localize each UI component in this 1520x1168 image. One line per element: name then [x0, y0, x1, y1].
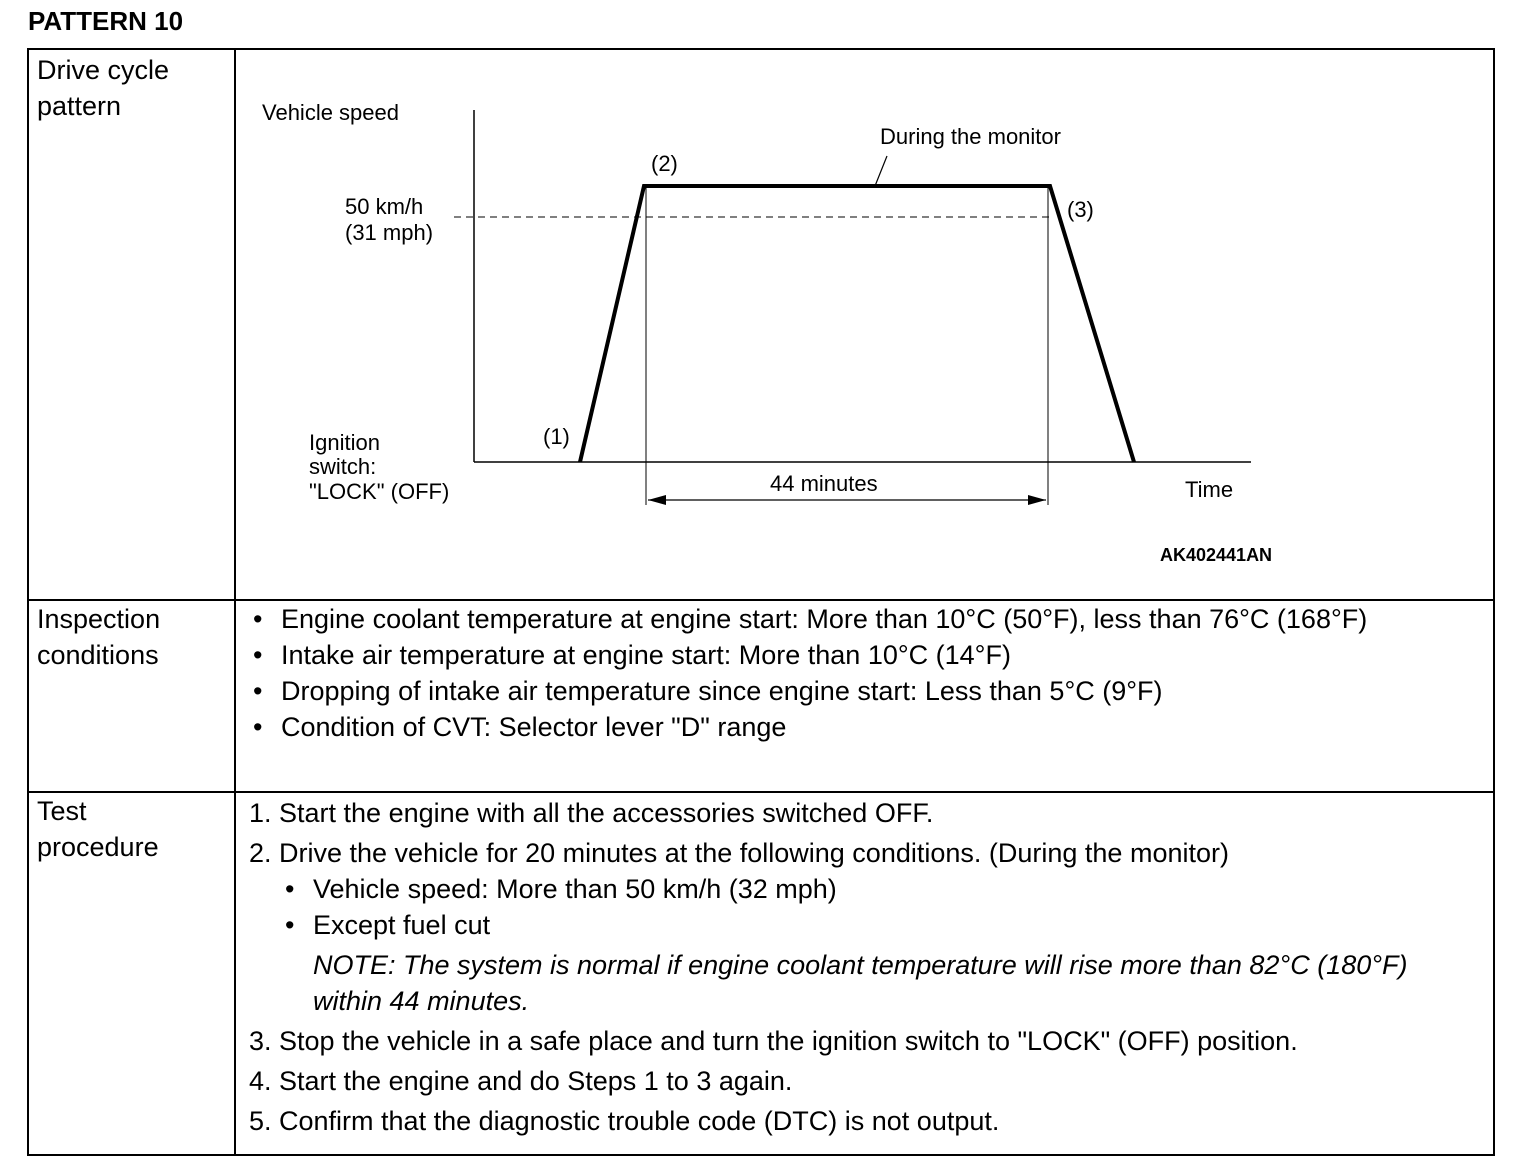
bullet-icon: • [253, 676, 263, 706]
point-3-label: (3) [1067, 197, 1094, 222]
inspection-list [249, 601, 1479, 745]
ignition-label-3: "LOCK" (OFF) [309, 479, 450, 504]
drive-cycle-diagram [29, 50, 1493, 598]
procedure-step-4: 4. Start the engine and do Steps 1 to 3 again. [249, 1066, 793, 1096]
list-item: • Vehicle speed: More than 50 km/h (32 mph) [249, 871, 1479, 907]
figure-code: AK402441AN [1160, 545, 1273, 565]
procedure-step-1: 1. Start the engine with all the accessories switched OFF. [249, 798, 934, 828]
list-item: • Intake air temperature at engine start: More than 10°C (14°F) [249, 637, 1479, 673]
speed-label-mph: (31 mph) [345, 220, 434, 245]
point-2-label: (2) [651, 151, 678, 176]
list-item: • Dropping of intake air temperature since engine start: Less than 5°C (9°F) [249, 673, 1479, 709]
list-item: • Condition of CVT: Selector lever "D" range [249, 709, 1479, 745]
x-axis-label: Time [1185, 477, 1234, 502]
monitor-label: During the monitor [880, 124, 1061, 149]
bullet-icon: • [285, 874, 295, 904]
bullet-icon: • [253, 712, 263, 742]
list-item: • Except fuel cut [249, 907, 1479, 943]
bullet-icon: • [253, 604, 263, 634]
test-procedure-label: Test procedure [37, 796, 159, 862]
bullet-icon: • [285, 910, 295, 940]
duration-arrow-left-head [648, 495, 666, 505]
procedure-step-3: 3. Stop the vehicle in a safe place and turn the ignition switch to "LOCK" (OFF) position. [249, 1026, 1298, 1056]
speed-label: 50 km/h [345, 194, 424, 219]
y-axis-label: Vehicle speed [262, 100, 399, 125]
page-title: PATTERN 10 [28, 6, 184, 36]
drive-cycle-label: Drive cycle pattern [37, 55, 170, 121]
test-procedure-list [249, 795, 1479, 1139]
speed-profile-line [580, 186, 1134, 462]
procedure-step-2: 2. Drive the vehicle for 20 minutes at the following conditions. (During the monitor) [249, 838, 1229, 868]
list-item: • Engine coolant temperature at engine start: More than 10°C (50°F), less than 76°C (168°F) [249, 601, 1479, 637]
duration-label: 44 minutes [770, 471, 878, 496]
duration-arrow-right-head [1028, 495, 1046, 505]
point-1-label: (1) [543, 424, 570, 449]
procedure-note: NOTE: The system is normal if engine coolant temperature will rise more than 82°C (180°F) within 44 minutes. [313, 950, 1408, 1016]
ignition-label-2: switch: [309, 454, 377, 479]
ignition-label: Ignition [309, 430, 380, 455]
monitor-leader-line [875, 156, 887, 186]
inspection-label: Inspection conditions [37, 604, 161, 670]
row-divider [29, 791, 1493, 793]
procedure-step-5: 5. Confirm that the diagnostic trouble code (DTC) is not output. [249, 1106, 1000, 1136]
bullet-icon: • [253, 640, 263, 670]
drive-cycle-table [27, 48, 1495, 1156]
